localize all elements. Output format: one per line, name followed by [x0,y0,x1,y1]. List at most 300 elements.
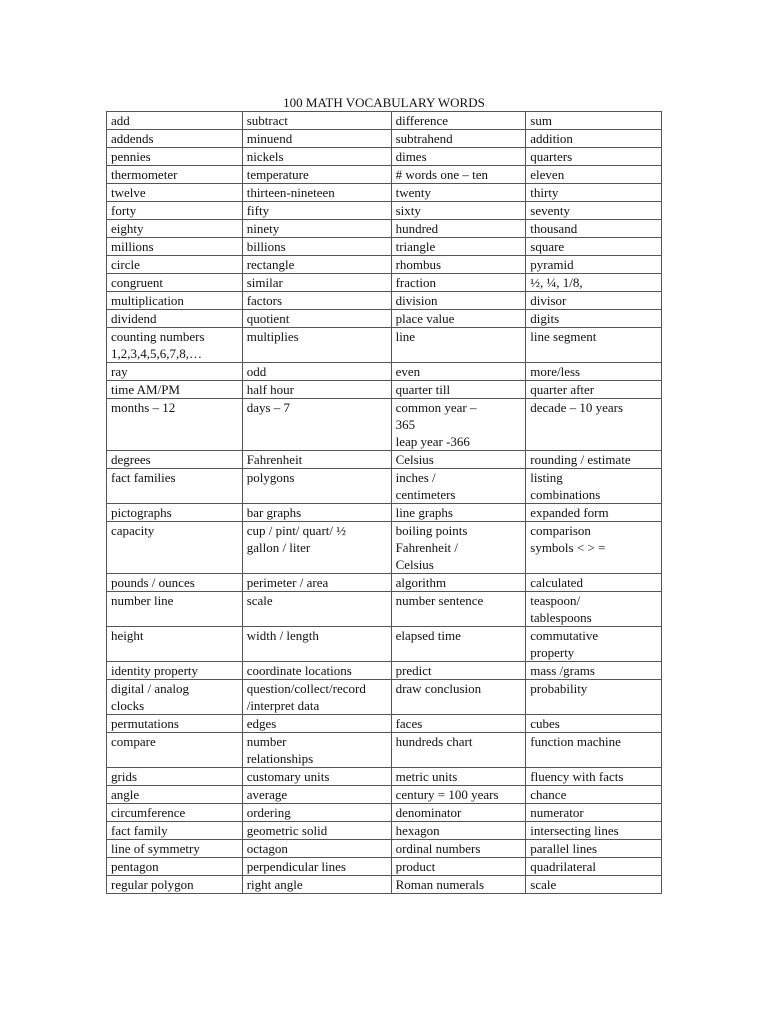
cell-text: degrees [111,452,151,467]
cell-text: perimeter / area [246,575,329,590]
table-cell [107,166,243,184]
table-cell [107,592,243,627]
table-cell [526,310,662,328]
table-cell [526,804,662,822]
cell-text: fact families [111,470,176,485]
cell-text: fifty [246,203,270,218]
cell-text: nickels [246,149,284,164]
cell-text: question/collect/record [246,681,366,696]
table-row [107,715,662,733]
table-cell [526,574,662,592]
table-cell [107,148,243,166]
cell-text: elapsed time [395,628,461,643]
table-cell [242,858,391,876]
table-cell [526,238,662,256]
cell-text: leap year -366 [395,434,470,449]
cell-text: Fahrenheit [246,452,303,467]
table-cell [242,840,391,858]
cell-text: average [246,787,288,802]
cell-text: thermometer [111,167,178,182]
cell-text: quadrilateral [530,859,596,874]
cell-text: months – 12 [111,400,176,415]
table-cell [242,733,391,768]
cell-text: perpendicular lines [246,859,346,874]
table-cell [242,148,391,166]
table-row [107,768,662,786]
cell-text: grids [111,769,137,784]
cell-text: property [530,645,575,660]
table-cell [526,220,662,238]
table-cell [242,680,391,715]
cell-text: line segment [530,329,597,344]
table-row [107,184,662,202]
cell-text: place value [395,311,455,326]
table-cell [526,786,662,804]
table-cell [391,202,526,220]
table-cell [107,256,243,274]
cell-text: hexagon [395,823,440,838]
table-row [107,680,662,715]
table-cell [107,451,243,469]
cell-text: combinations [530,487,601,502]
cell-text: listing [530,470,563,485]
cell-text: metric units [395,769,458,784]
table-cell [107,381,243,399]
cell-text: twelve [111,185,146,200]
table-cell [391,238,526,256]
table-cell [391,733,526,768]
cell-text: quotient [246,311,290,326]
cell-text: temperature [246,167,309,182]
table-cell [242,381,391,399]
table-cell [242,592,391,627]
cell-text: eighty [111,221,144,236]
table-cell [526,274,662,292]
cell-text: number [246,734,287,749]
table-row [107,733,662,768]
cell-text: multiplication [111,293,184,308]
table-cell [107,363,243,381]
table-row [107,256,662,274]
table-cell [107,522,243,574]
table-cell [242,256,391,274]
table-cell [526,840,662,858]
cell-text: fluency with facts [530,769,624,784]
cell-text: right angle [246,877,303,892]
cell-text: ordering [246,805,291,820]
cell-text: century = 100 years [395,787,499,802]
cell-text: line of symmetry [111,841,200,856]
cell-text: eleven [530,167,565,182]
table-cell [526,256,662,274]
cell-text: predict [395,663,432,678]
table-cell [391,381,526,399]
table-cell [107,220,243,238]
cell-text: compare [111,734,156,749]
table-cell [391,822,526,840]
cell-text: number sentence [395,593,484,608]
table-cell [391,858,526,876]
cell-text: digital / analog [111,681,189,696]
table-cell [107,680,243,715]
table-cell [242,292,391,310]
table-row [107,238,662,256]
table-cell [526,876,662,894]
cell-text: chance [530,787,567,802]
cell-text: dividend [111,311,157,326]
table-cell [391,363,526,381]
table-row [107,130,662,148]
cell-text: geometric solid [246,823,328,838]
table-row [107,662,662,680]
table-cell [107,399,243,451]
table-cell [391,522,526,574]
cell-text: /interpret data [246,698,320,713]
table-cell [242,202,391,220]
cell-text: product [395,859,436,874]
table-cell [526,680,662,715]
table-cell [391,662,526,680]
cell-text: fraction [395,275,436,290]
table-cell [526,399,662,451]
cell-text: ninety [246,221,280,236]
cell-text: pyramid [530,257,574,272]
table-cell [107,786,243,804]
cell-text: triangle [395,239,436,254]
table-cell [107,112,243,130]
table-cell [242,504,391,522]
table-cell [391,148,526,166]
cell-text: quarters [530,149,573,164]
table-row [107,627,662,662]
cell-text: polygons [246,470,295,485]
cell-text: capacity [111,523,155,538]
cell-text: circle [111,257,140,272]
cell-text: sum [530,113,552,128]
table-row [107,148,662,166]
cell-text: 1,2,3,4,5,6,7,8,… [111,346,202,361]
table-cell [107,310,243,328]
cell-text: centimeters [395,487,456,502]
table-cell [391,592,526,627]
cell-text: factors [246,293,283,308]
cell-text: add [111,113,130,128]
cell-text: octagon [246,841,288,856]
table-cell [107,840,243,858]
table-cell [526,130,662,148]
table-cell [526,363,662,381]
cell-text: quarter after [530,382,595,397]
cell-text: gallon / liter [246,540,311,555]
cell-text: # words one – ten [395,167,489,182]
cell-text: pictographs [111,505,172,520]
cell-text: congruent [111,275,163,290]
table-cell [242,876,391,894]
cell-text: square [530,239,565,254]
table-cell [526,328,662,363]
cell-text: subtract [246,113,288,128]
table-row [107,451,662,469]
cell-text: similar [246,275,283,290]
table-cell [526,822,662,840]
table-cell [391,399,526,451]
cell-text: algorithm [395,575,447,590]
cell-text: regular polygon [111,877,194,892]
table-cell [107,504,243,522]
table-cell [107,804,243,822]
cell-text: line graphs [395,505,453,520]
cell-text: clocks [111,698,145,713]
table-cell [526,733,662,768]
table-cell [107,662,243,680]
table-row [107,504,662,522]
table-cell [526,148,662,166]
table-cell [526,112,662,130]
cell-text: scale [246,593,273,608]
table-cell [391,876,526,894]
table-cell [242,662,391,680]
table-cell [242,627,391,662]
cell-text: pounds / ounces [111,575,195,590]
table-cell [242,363,391,381]
table-row [107,469,662,504]
table-cell [526,166,662,184]
table-cell [107,292,243,310]
cell-text: rounding / estimate [530,452,631,467]
table-cell [242,786,391,804]
table-cell [107,274,243,292]
page-title: 100 MATH VOCABULARY WORDS [283,95,485,110]
table-cell [526,522,662,574]
table-cell [107,184,243,202]
table-cell [391,292,526,310]
cell-text: pentagon [111,859,159,874]
table-cell [391,768,526,786]
cell-text: difference [395,113,449,128]
table-cell [391,469,526,504]
cell-text: digits [530,311,560,326]
table-cell [526,627,662,662]
table-cell [242,804,391,822]
cell-text: cubes [530,716,560,731]
table-cell [391,627,526,662]
table-cell [391,310,526,328]
table-cell [107,733,243,768]
cell-text: ordinal numbers [395,841,481,856]
table-cell [526,768,662,786]
cell-text: boiling points [395,523,468,538]
table-cell [107,202,243,220]
table-row [107,310,662,328]
table-cell [391,451,526,469]
cell-text: time AM/PM [111,382,180,397]
table-cell [242,220,391,238]
cell-text: faces [395,716,423,731]
table-cell [242,399,391,451]
cell-text: addends [111,131,154,146]
table-cell [391,574,526,592]
cell-text: angle [111,787,140,802]
table-cell [391,166,526,184]
cell-text: draw conclusion [395,681,482,696]
cell-text: identity property [111,663,199,678]
cell-text: multiplies [246,329,299,344]
table-cell [526,184,662,202]
cell-text: ray [111,364,128,379]
cell-text: number line [111,593,174,608]
table-row [107,166,662,184]
cell-text: thirty [530,185,559,200]
table-cell [242,166,391,184]
cell-text: pennies [111,149,151,164]
cell-text: scale [530,877,557,892]
cell-text: dimes [395,149,427,164]
table-cell [526,858,662,876]
cell-text: minuend [246,131,293,146]
cell-text: seventy [530,203,570,218]
table-cell [107,876,243,894]
cell-text: coordinate locations [246,663,352,678]
table-cell [107,238,243,256]
table-cell [107,469,243,504]
table-cell [107,130,243,148]
vocabulary-table-body [107,112,662,894]
cell-text: decade – 10 years [530,400,624,415]
table-cell [391,504,526,522]
table-cell [391,274,526,292]
cell-text: bar graphs [246,505,302,520]
cell-text: rectangle [246,257,295,272]
table-cell [107,768,243,786]
cell-text: fact family [111,823,168,838]
table-row [107,274,662,292]
table-cell [242,238,391,256]
cell-text: counting numbers [111,329,205,344]
table-row [107,202,662,220]
cell-text: billions [246,239,286,254]
cell-text: mass /grams [530,663,595,678]
table-row [107,786,662,804]
table-cell [526,381,662,399]
table-cell [107,574,243,592]
cell-text: even [395,364,421,379]
cell-text: relationships [246,751,314,766]
cell-text: thirteen-nineteen [246,185,335,200]
cell-text: divisor [530,293,567,308]
cell-text: hundreds chart [395,734,473,749]
table-row [107,876,662,894]
table-cell [526,592,662,627]
table-row [107,858,662,876]
table-cell [242,574,391,592]
cell-text: teaspoon/ [530,593,581,608]
cell-text: inches / [395,470,436,485]
table-cell [242,310,391,328]
cell-text: parallel lines [530,841,598,856]
table-cell [391,328,526,363]
cell-text: tablespoons [530,610,592,625]
table-cell [107,328,243,363]
cell-text: 365 [395,417,416,432]
table-cell [391,256,526,274]
cell-text: function machine [530,734,621,749]
cell-text: forty [111,203,137,218]
cell-text: expanded form [530,505,609,520]
cell-text: comparison [530,523,591,538]
table-row [107,220,662,238]
table-row [107,363,662,381]
table-cell [391,680,526,715]
table-row [107,522,662,574]
table-cell [391,804,526,822]
table-cell [242,715,391,733]
cell-text: Celsius [395,452,434,467]
table-cell [391,840,526,858]
table-row [107,112,662,130]
table-cell [391,786,526,804]
cell-text: ½, ¼, 1/8, [530,275,583,290]
table-cell [526,292,662,310]
cell-text: circumference [111,805,186,820]
cell-text: division [395,293,438,308]
table-cell [391,220,526,238]
cell-text: line [395,329,416,344]
cell-text: edges [246,716,277,731]
cell-text: rhombus [395,257,442,272]
cell-text: Roman numerals [395,877,485,892]
table-cell [391,130,526,148]
cell-text: thousand [530,221,578,236]
table-cell [107,715,243,733]
cell-text: Fahrenheit / [395,540,459,555]
table-cell [526,451,662,469]
table-cell [526,715,662,733]
cell-text: width / length [246,628,319,643]
cell-text: numerator [530,805,584,820]
cell-text: odd [246,364,267,379]
cell-text: height [111,628,144,643]
cell-text: customary units [246,769,330,784]
table-cell [242,822,391,840]
cell-text: symbols < > = [530,540,606,555]
table-row [107,574,662,592]
table-cell [242,184,391,202]
table-cell [526,662,662,680]
table-cell [107,627,243,662]
table-row [107,840,662,858]
table-cell [107,858,243,876]
table-cell [242,469,391,504]
table-cell [242,522,391,574]
table-cell [391,715,526,733]
cell-text: Celsius [395,557,434,572]
table-cell [242,274,391,292]
cell-text: hundred [395,221,439,236]
cell-text: days – 7 [246,400,291,415]
table-row [107,292,662,310]
cell-text: twenty [395,185,431,200]
table-cell [526,504,662,522]
vocabulary-table [106,111,662,894]
cell-text: sixty [395,203,421,218]
table-cell [391,184,526,202]
table-cell [107,822,243,840]
table-cell [526,469,662,504]
cell-text: permutations [111,716,179,731]
cell-text: commutative [530,628,599,643]
table-row [107,804,662,822]
table-row [107,381,662,399]
